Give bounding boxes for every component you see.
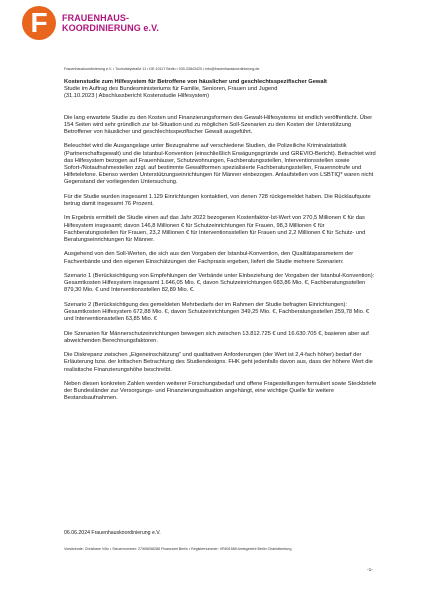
paragraph-outlook: Neben diesen konkreten Zahlen werden weiterer Forschungsbedarf und offene Fragestellungen formuliert sowie Steckbriefe der Bundesländer zur Versorgungs- und Finanzierungssituation angehängt, eine wichtige Quelle für weitere Bestandsaufnahmen. [64,380,377,402]
document-reference: (31.10.2023 | Abschlussbericht Kostenstudie Hilfesystem) [64,93,210,100]
footer-legal: Vorsitzende: Christiane Völz • Steuernummer: 27/658/58288 Finanzamt Berlin • Registernummer: VR601589 Amtsgericht Berlin Charlottenburg [64,547,292,551]
page-number: -1- [367,568,373,573]
document-title: Kostenstudie zum Hilfesystem für Betroffene von häuslicher und geschlechtsspezifischer Gewalt [64,79,327,85]
document-body [64,79,380,403]
date-signature: 06.06.2024 Frauenhauskoordinierung e.V. [64,530,161,536]
paragraph-response-rate: Für die Studie wurden insgesamt 1.129 Einrichtungen kontaktiert, von denen 728 rückgemeldet haben. Die Rücklaufquote betrug damit insgesamt 76 Prozent. [64,193,371,208]
paragraph-intro: Die lang erwartete Studie zu den Kosten und Finanzierungsformen des Gewalt-Hilfesystems ist endlich veröffentlicht. Über 154 Seiten wird sehr gründlich zur Ist-Situation und zu möglichen Soll-Szenarien zu den Kosten der Unterstützung Betroffener von häuslicher und geschlechtsspezifischer Gewalt ausgeführt. [64,114,373,136]
logo-line-1: FRAUENHAUS- [62,13,130,23]
logo-f-mark: F [22,6,56,40]
paragraph-results: Im Ergebnis ermittelt die Studie einen auf das Jahr 2022 bezogenen Kostenfaktor-Ist-Wert von 270,5 Millionen € für das Hilfesystem insgesamt; davon 146,8 Millionen € für Schutzeinrichtungen für Frauen, 98,3 Millionen € für Fachberatungsstellen für Frauen, 23,2 Millionen € für Interventionsstellen für Frauen und 2,2 Millionen € für Schutz- und Beratungseinrichtungen für Männer. [64,215,366,244]
paragraph-mens-shelters: Die Szenarien für Männerschutzeinrichtungen bewegen sich zwischen 13.812.725 € und 16.630.705 €, basieren aber auf abweichenden Berechnungsfaktoren. [64,330,369,344]
logo-wordmark [62,13,159,33]
paragraph-discrepancy: Die Diskrepanz zwischen „Eigeneinschätzung“ und qualitativen Anforderungen (der Wert ist 2,4-fach höher) bedarf der Erläuterung bzw. der kritischen Betrachtung des Studiendesigns. FHK geht jedenfalls davon aus, dass der höhere Wert die realistische Finanzierungshöhe beschreibt. [64,352,373,373]
paragraph-scenario-2: Szenario 2 (Berücksichtigung des gemeldeten Mehrbedarfs der im Rahmen der Studie befragten Einrichtungen): Gesamtkosten Hilfesystem 672,88 Mio. €, davon Schutzeinrichtungen 349,25 Mio. €, Fachberatungsstellen 259,78 Mio. € und Interventionsstellen 63,85 Mio. € [64,301,370,323]
paragraph-scope: Beleuchtet wird die Ausgangslage unter Bezugnahme auf verschiedene Studien, die Polizeiliche Kriminalstatistik (Partnerschaftsgewalt) und die Istanbul-Konvention (einschließlich Erwägungsgründe und GREVIO-Bericht). Betrachtet wird das Hilfesystem bezogen auf Frauenhäuser, Schutzwohnungen, Fachberatungsstellen, Interventionsstellen sowie Sofort-/Notaufnahmestellen zzgl. auf bestimmte Gewaltformen spezialisierte Fachberatungsstellen, Frauennotrufe und Hilfetelefone. Ebenso werden Unterstützungseinrichtungen für Männer einbezogen. Anlaufstellen von LSBTIQ* waren nicht Gegenstand der vorliegenden Untersuchung. [64,143,376,186]
paragraph-scenarios-intro: Ausgehend von den Soll-Werten, die sich aus den Vorgaben der Istanbul-Konvention, den Qualitätsparametern der Fachverbände und den eigenen Einschätzungen der Fachpraxis ergeben, liefert die Studie mehrere Szenarien: [64,251,354,265]
logo [22,6,159,40]
document-subtitle: Studie im Auftrag des Bundesministeriums für Familie, Senioren, Frauen und Jugend [64,86,278,93]
sender-address: Frauenhauskoordinierung e.V. • Tucholskystraße 11 • DE-10117 Berlin • 030-33843420 • info@frauenhauskoordinierung.de [64,67,260,71]
title-block [64,79,380,101]
paragraph-scenario-1: Szenario 1 (Berücksichtigung von Empfehlungen der Verbände unter Einbeziehung der Vorgaben der Istanbul-Konvention): Gesamtkosten Hilfesystem insgesamt 1.646,05 Mio. €, davon Schutzeinrichtungen 683,86 Mio. €, Fachberatungsstellen 879,30 Mio. € und Interventionsstellen 82,89 Mio. €. [64,273,375,294]
logo-line-2: KOORDINIERUNG e.V. [62,23,159,33]
